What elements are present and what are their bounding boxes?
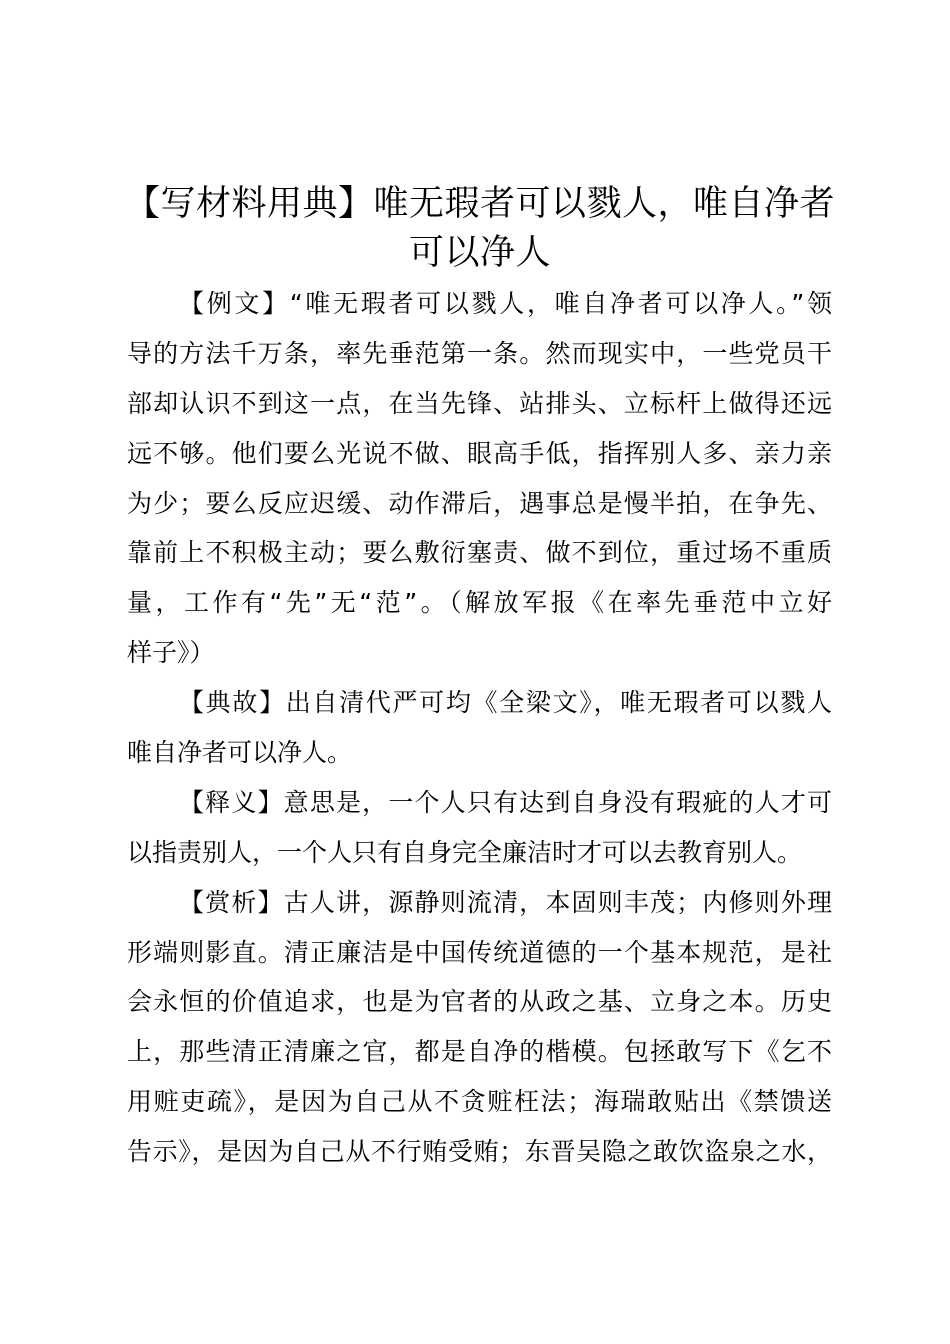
paragraph-line: 导的方法千万条，率先垂范第一条。然而现实中，一些党员干 [127, 338, 832, 368]
paragraph-line: 形端则影直。清正廉洁是中国传统道德的一个基本规范，是社 [127, 937, 832, 967]
paragraph-line: 靠前上不积极主动；要么敷衍塞责、做不到位，重过场不重质 [127, 538, 832, 568]
paragraph-line: 【赏析】古人讲，源静则流清，本固则丰茂；内修则外理 [179, 887, 832, 917]
paragraph-line: 为少；要么反应迟缓、动作滞后，遇事总是慢半拍，在争先、 [127, 488, 832, 518]
paragraph-line: 用赃吏疏》，是因为自己从不贪赃枉法；海瑞敢贴出《禁馈送 [127, 1087, 832, 1117]
title-line: 【写材料用典】唯无瑕者可以戮人，唯自净者 [125, 184, 836, 224]
paragraph-line: 部却认识不到这一点，在当先锋、站排头、立标杆上做得还远 [127, 388, 832, 418]
paragraph-line: 会永恒的价值追求，也是为官者的从政之基、立身之本。历史 [127, 987, 832, 1017]
paragraph-line: 样子》） [127, 638, 215, 668]
paragraph-line: 【例文】“唯无瑕者可以戮人，唯自净者可以净人。”领 [179, 289, 832, 318]
paragraph-line: 【典故】出自清代严可均《全梁文》，唯无瑕者可以戮人 [179, 688, 832, 718]
title-line: 可以净人 [408, 233, 551, 273]
paragraph-line: 上，那些清正清廉之官，都是自净的楷模。包拯敢写下《乞不 [127, 1037, 832, 1067]
paragraph-line: 量，工作有“先”无“范”。（解放军报《在率先垂范中立好 [127, 588, 832, 618]
paragraph-line: 以指责别人，一个人只有自身完全廉洁时才可以去教育别人。 [127, 837, 803, 867]
document-body [127, 279, 832, 1177]
paragraph-line: 远不够。他们要么光说不做、眼高手低，指挥别人多、亲力亲 [127, 438, 832, 468]
document-title [125, 180, 835, 278]
paragraph-line: 【释义】意思是，一个人只有达到自身没有瑕疵的人才可 [179, 787, 832, 817]
paragraph-line: 唯自净者可以净人。 [127, 738, 353, 768]
paragraph-line: 告示》，是因为自己从不行贿受贿；东晋吴隐之敢饮盗泉之水， [127, 1137, 832, 1167]
